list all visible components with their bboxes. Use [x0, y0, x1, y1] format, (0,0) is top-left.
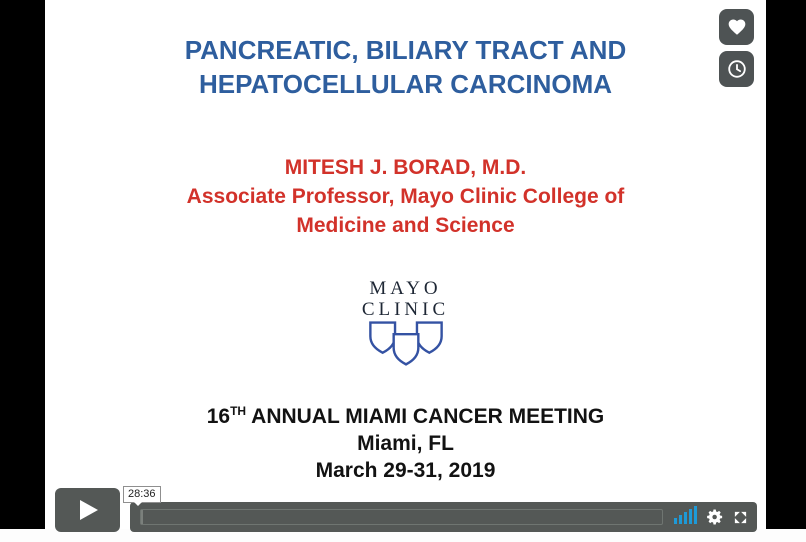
clock-icon [726, 58, 748, 80]
event-title-ordinal: TH [230, 404, 247, 418]
settings-button[interactable] [706, 508, 724, 526]
volume-button[interactable] [674, 506, 699, 524]
event-title [45, 398, 766, 430]
mayo-shields-icon [369, 321, 443, 368]
event-dates: March 29-31, 2019 [315, 459, 496, 482]
mayo-clinic-logo-text [45, 278, 766, 320]
event-block [45, 398, 766, 484]
heart-icon [727, 17, 747, 37]
volume-bars-icon [674, 518, 677, 524]
seek-time-tooltip: 28:36 [123, 486, 161, 503]
event-title-number: 16 [206, 405, 231, 428]
seek-playhead[interactable] [141, 510, 143, 524]
slide-title-line2: HEPATOCELLULAR CARCINOMA [198, 69, 613, 99]
speaker-affiliation-line2: Medicine and Science [296, 214, 515, 237]
fullscreen-icon [735, 512, 746, 523]
logo-word-mayo: MAYO [369, 278, 442, 299]
favorite-button[interactable] [719, 9, 754, 45]
speaker-affiliation-line1: Associate Professor, Mayo Clinic College of [186, 185, 625, 208]
play-icon [77, 498, 99, 522]
pillarbox-right [766, 0, 806, 529]
video-slide [45, 0, 766, 529]
slide-title [45, 33, 766, 101]
event-location: Miami, FL [357, 432, 454, 455]
seek-bar[interactable] [140, 509, 663, 525]
speaker-name: MITESH J. BORAD, M.D. [284, 156, 527, 179]
player-control-bar [130, 502, 757, 532]
fullscreen-button[interactable] [733, 510, 748, 525]
pillarbox-left [0, 0, 45, 529]
slide-title-line1: PANCREATIC, BILIARY TRACT AND [184, 35, 627, 65]
play-button[interactable] [55, 488, 120, 532]
logo-word-clinic: CLINIC [361, 299, 450, 320]
speaker-block [45, 153, 766, 240]
event-title-rest: ANNUAL MIAMI CANCER MEETING [246, 405, 605, 428]
watch-history-button[interactable] [719, 51, 754, 87]
